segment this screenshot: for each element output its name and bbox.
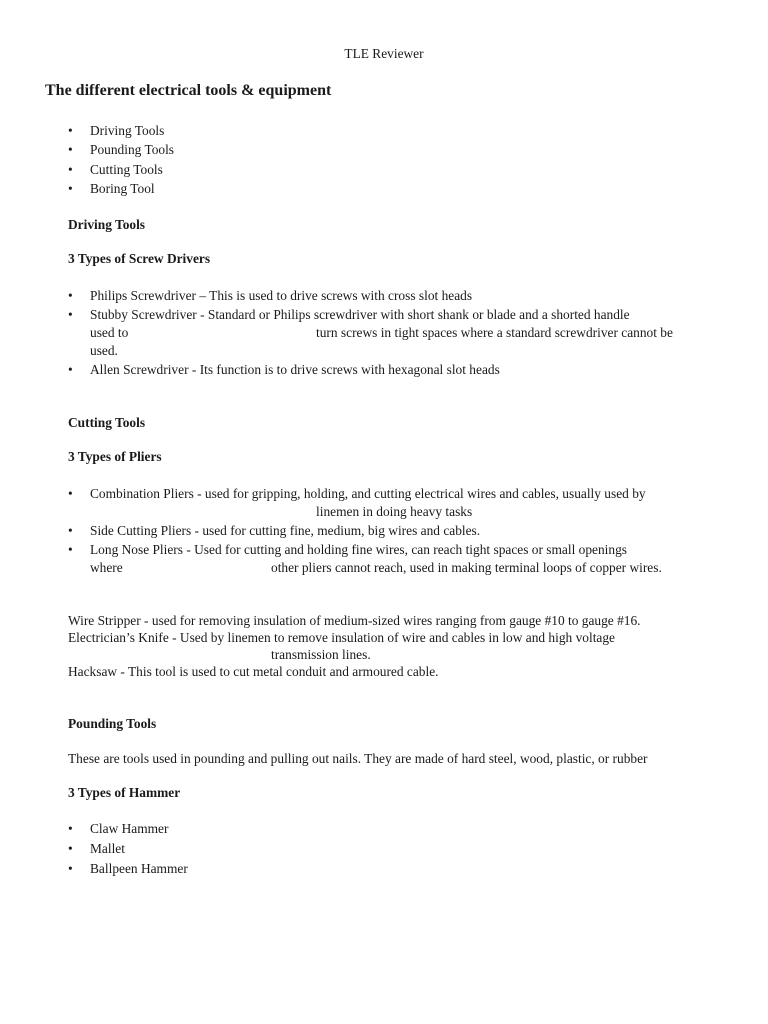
allen-screwdriver-item: Allen Screwdriver - Its function is to drive screws with hexagonal slot heads	[90, 362, 500, 377]
wire-stripper-text: Wire Stripper - used for removing insulation of medium-sized wires ranging from gauge #10 to gauge #16.	[68, 613, 641, 628]
stubby-screwdriver-item: Stubby Screwdriver - Standard or Philips screwdriver with short shank or blade and a shorted handle	[90, 307, 630, 322]
stubby-screwdriver-cont: used to	[90, 325, 129, 340]
driving-tools-heading: Driving Tools	[68, 217, 146, 232]
bullet-icon: •	[68, 123, 73, 138]
electricians-knife-cont: transmission lines.	[271, 647, 371, 662]
side-cutting-pliers-item: Side Cutting Pliers - used for cutting fine, medium, big wires and cables.	[90, 523, 481, 538]
long-nose-pliers-cont2: other pliers cannot reach, used in making terminal loops of copper wires.	[271, 560, 662, 575]
philips-screwdriver-item: Philips Screwdriver – This is used to drive screws with cross slot heads	[90, 288, 473, 303]
hammer-subheading: 3 Types of Hammer	[68, 785, 181, 800]
pounding-description: These are tools used in pounding and pulling out nails. They are made of hard steel, wood, plastic, or rubber	[68, 751, 648, 766]
electricians-knife-text: Electrician’s Knife - Used by linemen to remove insulation of wire and cables in low and high voltage	[68, 630, 616, 645]
ballpeen-hammer-item: Ballpeen Hammer	[90, 861, 188, 876]
bullet-icon: •	[68, 821, 73, 836]
bullet-icon: •	[68, 362, 73, 377]
claw-hammer-item: Claw Hammer	[90, 821, 169, 836]
combination-pliers-cont: linemen in doing heavy tasks	[316, 504, 473, 519]
bullet-icon: •	[68, 486, 73, 501]
bullet-icon: •	[68, 288, 73, 303]
pounding-tools-heading: Pounding Tools	[68, 716, 157, 731]
bullet-icon: •	[68, 142, 73, 157]
bullet-icon: •	[68, 307, 73, 322]
bullet-icon: •	[68, 841, 73, 856]
pliers-subheading: 3 Types of Pliers	[68, 449, 162, 464]
cutting-tools-heading: Cutting Tools	[68, 415, 146, 430]
category-pounding: Pounding Tools	[90, 142, 175, 157]
screwdrivers-subheading: 3 Types of Screw Drivers	[68, 251, 211, 266]
hacksaw-text: Hacksaw - This tool is used to cut metal conduit and armoured cable.	[68, 664, 439, 679]
bullet-icon: •	[68, 162, 73, 177]
main-heading: The different electrical tools & equipment	[45, 82, 332, 99]
category-boring: Boring Tool	[90, 181, 155, 196]
mallet-item: Mallet	[90, 841, 125, 856]
stubby-screwdriver-cont3: used.	[90, 343, 118, 358]
long-nose-pliers-cont: where	[90, 560, 123, 575]
bullet-icon: •	[68, 542, 73, 557]
stubby-screwdriver-cont2: turn screws in tight spaces where a standard screwdriver cannot be	[316, 325, 673, 340]
category-cutting: Cutting Tools	[90, 162, 163, 177]
bullet-icon: •	[68, 181, 73, 196]
document-title: TLE Reviewer	[344, 46, 424, 61]
combination-pliers-item: Combination Pliers - used for gripping, holding, and cutting electrical wires and cables, usually used by	[90, 486, 646, 501]
bullet-icon: •	[68, 523, 73, 538]
category-driving: Driving Tools	[90, 123, 165, 138]
long-nose-pliers-item: Long Nose Pliers - Used for cutting and holding fine wires, can reach tight spaces or small openings	[90, 542, 627, 557]
bullet-icon: •	[68, 861, 73, 876]
